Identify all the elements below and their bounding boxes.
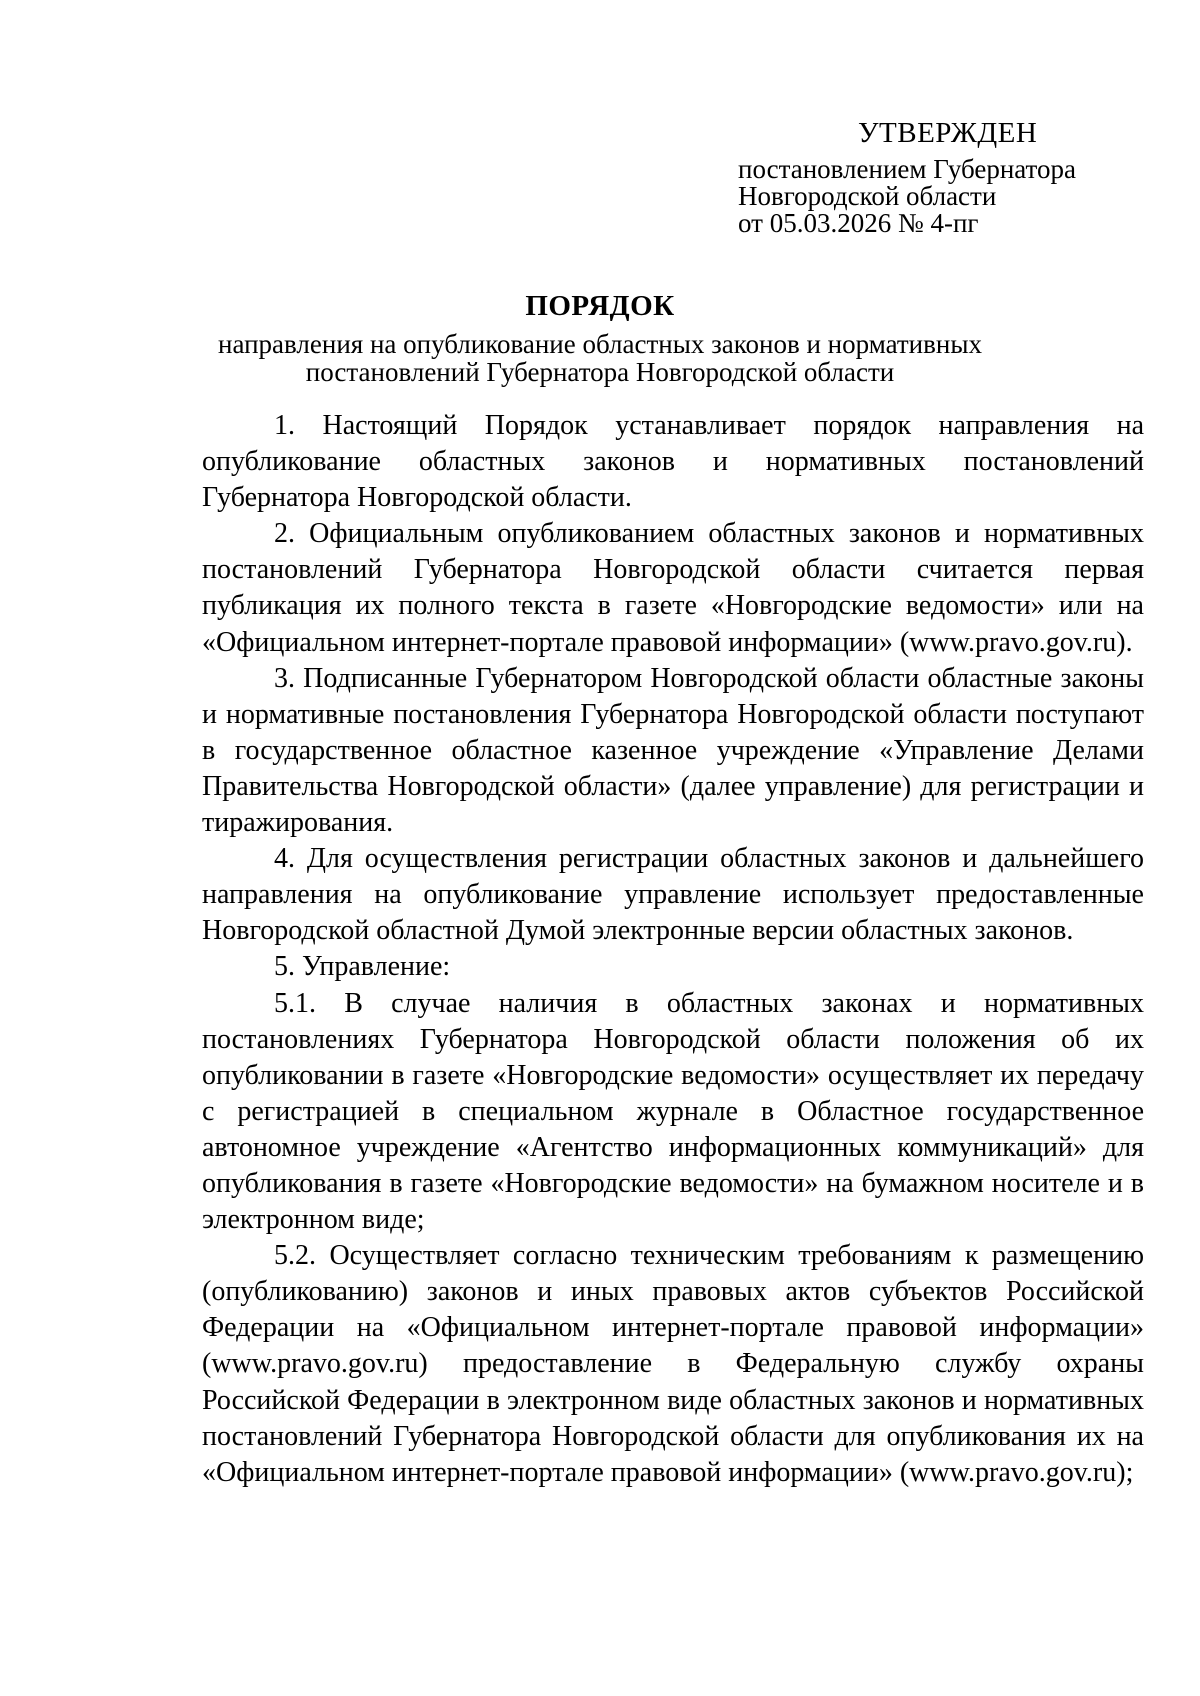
paragraph-5: 5. Управление: (274, 951, 451, 983)
approval-line-1: постановлением Губернатора (738, 154, 1076, 184)
document-title: ПОРЯДОК (525, 290, 675, 322)
paragraph-2: 2. Официальным опубликованием областных законов и нормативных постановлений Губернатора Новгородской области считается первая публикация их полного текста в газете «Новгородские ведомости» или на «Официальном интернет-портале правовой информации» (www.pravo.gov.ru). (202, 518, 1144, 658)
subtitle-line-1: направления на опубликование областных законов и нормативных (218, 329, 982, 359)
approval-line-2: Новгородской области (738, 181, 997, 211)
approval-heading: УТВЕРЖДЕН (858, 117, 1038, 149)
paragraph-5-2: 5.2. Осуществляет согласно техническим требованиям к размещению (опубликованию) законов и иных правовых актов субъектов Российской Федерации на «Официальном интернет-портале правовой информации» (www.pravo.gov.ru) предоставление в Федеральную службу охраны Российской Федерации в электронном виде областных законов и нормативных постановлений Губернатора Новгородской области для опубликования их на «Официальном интернет-портале правовой информации» (www.pravo.gov.ru); (202, 1240, 1144, 1488)
subtitle-line-2: постановлений Губернатора Новгородской области (305, 357, 895, 387)
document-body (202, 408, 1144, 1491)
paragraph-3: 3. Подписанные Губернатором Новгородской области областные законы и нормативные постановления Губернатора Новгородской области поступают в государственное областное казенное учреждение «Управление Делами Правительства Новгородской области» (далее управление) для регистрации и тиражирования. (202, 662, 1144, 839)
approval-stamp (738, 116, 1138, 237)
approval-line-3: от 05.03.2026 № 4-пг (738, 208, 979, 238)
document-subtitle (0, 330, 1200, 386)
paragraph-5-1: 5.1. В случае наличия в областных законах и нормативных постановлениях Губернатора Новгородской области положения об их опубликовании в газете «Новгородские ведомости» осуществляет их передачу с регистрацией в специальном журнале в Областное государственное автономное учреждение «Агентство информационных коммуникаций» для опубликования в газете «Новгородские ведомости» на бумажном носителе и в электронном виде; (202, 987, 1144, 1236)
paragraph-4: 4. Для осуществления регистрации областных законов и дальнейшего направления на опубликование управление использует предоставленные Новгородской областной Думой электронные версии областных законов. (202, 843, 1144, 947)
paragraph-1: 1. Настоящий Порядок устанавливает порядок направления на опубликование областных законов и нормативных постановлений Губернатора Новгородской области. (202, 410, 1144, 514)
